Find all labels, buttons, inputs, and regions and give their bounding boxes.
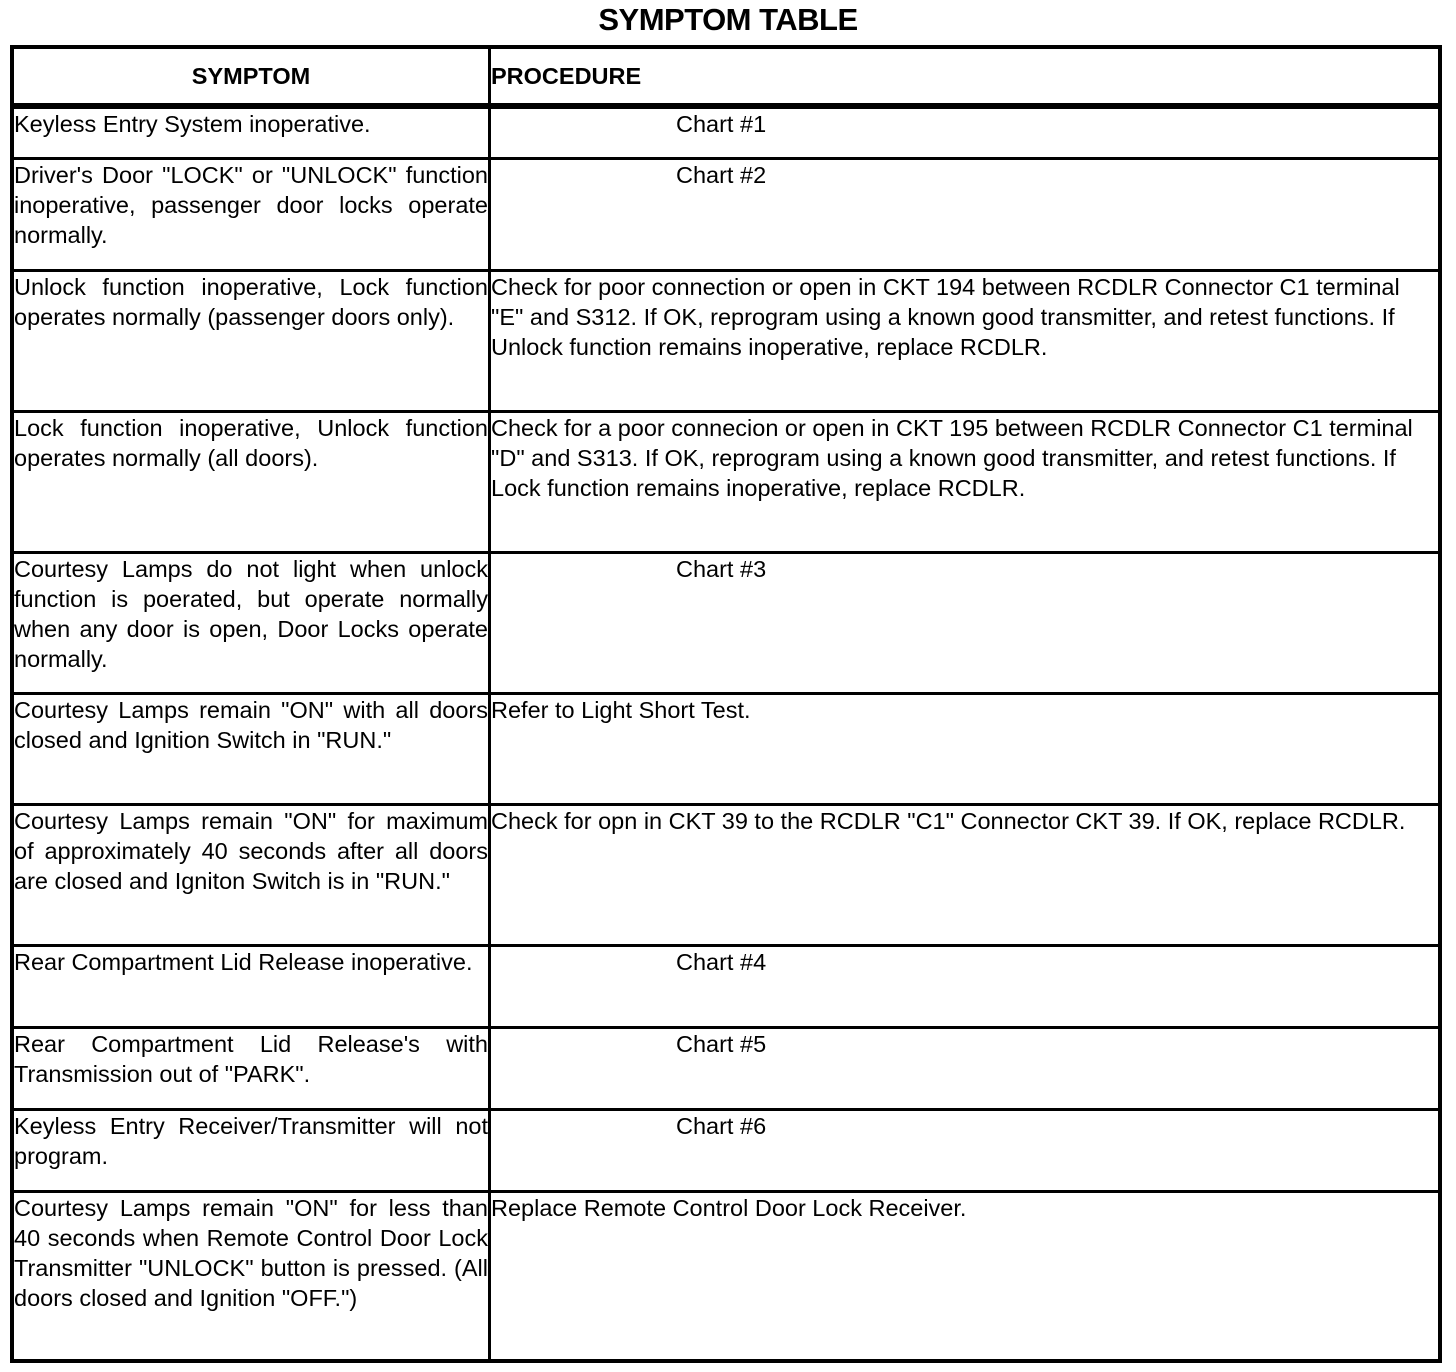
table-row <box>12 1109 1440 1191</box>
column-header-symptom: SYMPTOM <box>12 47 490 106</box>
procedure-cell: Check for poor connection or open in CKT 194 between RCDLR Connector C1 terminal "E" and S312. If OK, reprogram using a known good transmitter, and retest functions. If Unlock function remains inoperative, replace RCDLR. <box>490 270 1441 411</box>
symptom-cell: Unlock function inoperative, Lock function operates normally (passenger doors only). <box>12 270 490 411</box>
procedure-cell: Chart #2 <box>490 158 1441 270</box>
symptom-cell: Rear Compartment Lid Release inoperative. <box>12 945 490 1027</box>
procedure-cell: Check for opn in CKT 39 to the RCDLR "C1" Connector CKT 39. If OK, replace RCDLR. <box>490 804 1441 945</box>
symptom-cell: Rear Compartment Lid Release's with Transmission out of "PARK". <box>12 1027 490 1109</box>
symptom-cell: Courtesy Lamps remain "ON" for less than 40 seconds when Remote Control Door Lock Transmitter "UNLOCK" button is pressed. (All doors closed and Ignition "OFF.") <box>12 1191 490 1361</box>
page-title: SYMPTOM TABLE <box>598 2 858 37</box>
procedure-cell: Check for a poor connecion or open in CKT 195 between RCDLR Connector C1 terminal "D" and S313. If OK, reprogram using a known good transmitter, and retest functions. If Lock function remains inoperative, replace RCDLR. <box>490 411 1441 552</box>
symptom-cell: Keyless Entry Receiver/Transmitter will not program. <box>12 1109 490 1191</box>
table-row <box>12 945 1440 1027</box>
symptom-cell: Keyless Entry System inoperative. <box>12 106 490 158</box>
table-row <box>12 1191 1440 1361</box>
table-header-row <box>12 47 1440 106</box>
table-row <box>12 804 1440 945</box>
symptom-cell: Lock function inoperative, Unlock function operates normally (all doors). <box>12 411 490 552</box>
table-row <box>12 106 1440 158</box>
symptom-cell: Courtesy Lamps remain "ON" with all doors closed and Ignition Switch in "RUN." <box>12 693 490 804</box>
procedure-cell: Chart #4 <box>490 945 1441 1027</box>
procedure-cell: Chart #6 <box>490 1109 1441 1191</box>
procedure-cell: Replace Remote Control Door Lock Receiver. <box>490 1191 1441 1361</box>
table-row <box>12 411 1440 552</box>
table-row <box>12 693 1440 804</box>
procedure-cell: Refer to Light Short Test. <box>490 693 1441 804</box>
procedure-cell: Chart #3 <box>490 552 1441 693</box>
symptom-cell: Driver's Door "LOCK" or "UNLOCK" function inoperative, passenger door locks operate normally. <box>12 158 490 270</box>
column-header-procedure: PROCEDURE <box>490 47 1441 106</box>
symptom-cell: Courtesy Lamps do not light when unlock function is poerated, but operate normally when any door is open, Door Locks operate normally. <box>12 552 490 693</box>
symptom-cell: Courtesy Lamps remain "ON" for maximum of approximately 40 seconds after all doors are closed and Igniton Switch is in "RUN." <box>12 804 490 945</box>
table-row <box>12 270 1440 411</box>
table-row <box>12 158 1440 270</box>
procedure-cell: Chart #1 <box>490 106 1441 158</box>
symptom-table <box>10 45 1442 1363</box>
procedure-cell: Chart #5 <box>490 1027 1441 1109</box>
table-row <box>12 1027 1440 1109</box>
table-row <box>12 552 1440 693</box>
